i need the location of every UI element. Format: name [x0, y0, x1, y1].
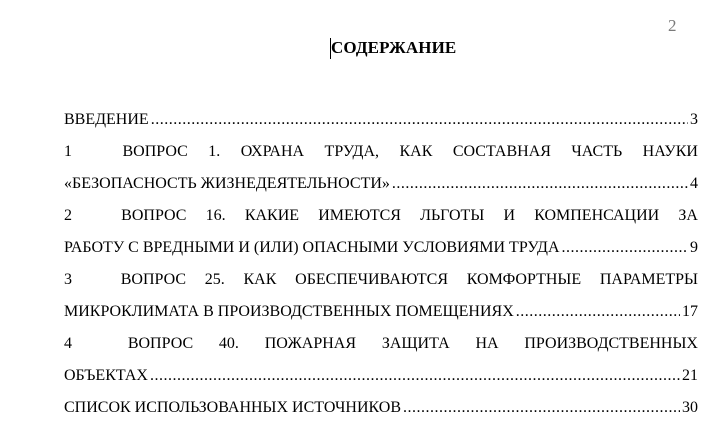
page-title[interactable]: СОДЕРЖАНИЕ — [331, 38, 457, 57]
dot-leader — [151, 104, 688, 136]
toc-word: СОСТАВНАЯ — [452, 143, 551, 160]
dot-leader — [562, 232, 689, 264]
toc-entry-1-line-1[interactable] — [64, 136, 698, 168]
toc-word: 16. — [205, 207, 226, 224]
toc-word: ЗАЩИТА — [381, 335, 450, 352]
toc-entry-introduction[interactable] — [64, 104, 698, 136]
toc-entry-text: «БЕЗОПАСНОСТЬ ЖИЗНЕДЕЯТЕЛЬНОСТИ» — [64, 175, 390, 192]
table-of-contents — [64, 104, 698, 424]
toc-word: НАУКИ — [642, 143, 698, 160]
toc-word: ВОПРОС — [122, 143, 188, 160]
toc-word: ЛЬГОТЫ — [420, 207, 485, 224]
toc-entry-4-line-2[interactable] — [64, 360, 698, 392]
toc-word: ОХРАНА — [240, 143, 305, 160]
toc-page-number: 9 — [690, 239, 698, 256]
toc-entry-text: СПИСОК ИСПОЛЬЗОВАННЫХ ИСТОЧНИКОВ — [64, 399, 402, 416]
toc-entry-text: МИКРОКЛИМАТА В ПРОИЗВОДСТВЕННЫХ ПОМЕЩЕНИЯХ — [64, 303, 514, 320]
toc-entry-number: 3 — [64, 271, 72, 288]
toc-page-number: 17 — [682, 303, 698, 320]
toc-entry-number: 2 — [64, 207, 72, 224]
toc-page-number: 30 — [682, 399, 698, 416]
toc-page-number: 21 — [682, 367, 698, 384]
toc-word: 1. — [208, 143, 221, 160]
dot-leader — [392, 168, 688, 200]
dot-leader — [150, 360, 680, 392]
toc-word: И — [503, 207, 516, 224]
toc-word: ВОПРОС — [121, 207, 187, 224]
page-number: 2 — [668, 16, 677, 35]
toc-entry-number: 1 — [64, 143, 72, 160]
toc-entry-text: РАБОТУ С ВРЕДНЫМИ И (ИЛИ) ОПАСНЫМИ УСЛОВИЯМИ ТРУДА — [64, 239, 560, 256]
toc-word: ТРУДА, — [324, 143, 379, 160]
toc-entry-text: ОБЪЕКТАХ — [64, 367, 148, 384]
toc-entry-3-line-1[interactable] — [64, 264, 698, 296]
toc-page-number: 3 — [690, 111, 698, 128]
toc-word: КОМПЕНСАЦИИ — [534, 207, 660, 224]
toc-entry-2-line-1[interactable] — [64, 200, 698, 232]
toc-entry-4-line-1[interactable] — [64, 328, 698, 360]
toc-word: ПОЖАРНАЯ — [264, 335, 357, 352]
toc-entry-3-line-2[interactable] — [64, 296, 698, 328]
toc-word: ЧАСТЬ — [571, 143, 623, 160]
dot-leader — [516, 296, 680, 328]
toc-word: ЗА — [678, 207, 698, 224]
toc-entry-2-line-2[interactable] — [64, 232, 698, 264]
toc-page-number: 4 — [690, 175, 698, 192]
toc-word: 25. — [204, 271, 225, 288]
toc-word: ОБЕСПЕЧИВАЮТСЯ — [295, 271, 448, 288]
toc-word: ПРОИЗВОДСТВЕННЫХ — [524, 335, 698, 352]
toc-word: НА — [475, 335, 499, 352]
toc-word: КОМФОРТНЫЕ — [466, 271, 582, 288]
toc-word: ВОПРОС — [120, 271, 187, 288]
toc-word: 40. — [218, 335, 239, 352]
toc-word: ИМЕЮТСЯ — [318, 207, 401, 224]
toc-entry-references[interactable] — [64, 392, 698, 424]
toc-entry-text: ВВЕДЕНИЕ — [64, 111, 149, 128]
toc-word: КАКИЕ — [244, 207, 300, 224]
dot-leader — [403, 392, 680, 424]
toc-word: ПАРАМЕТРЫ — [599, 271, 698, 288]
toc-entry-number: 4 — [64, 335, 72, 352]
toc-word: ВОПРОС — [127, 335, 194, 352]
toc-word: КАК — [243, 271, 277, 288]
toc-entry-1-line-2[interactable] — [64, 168, 698, 200]
toc-word: КАК — [399, 143, 433, 160]
